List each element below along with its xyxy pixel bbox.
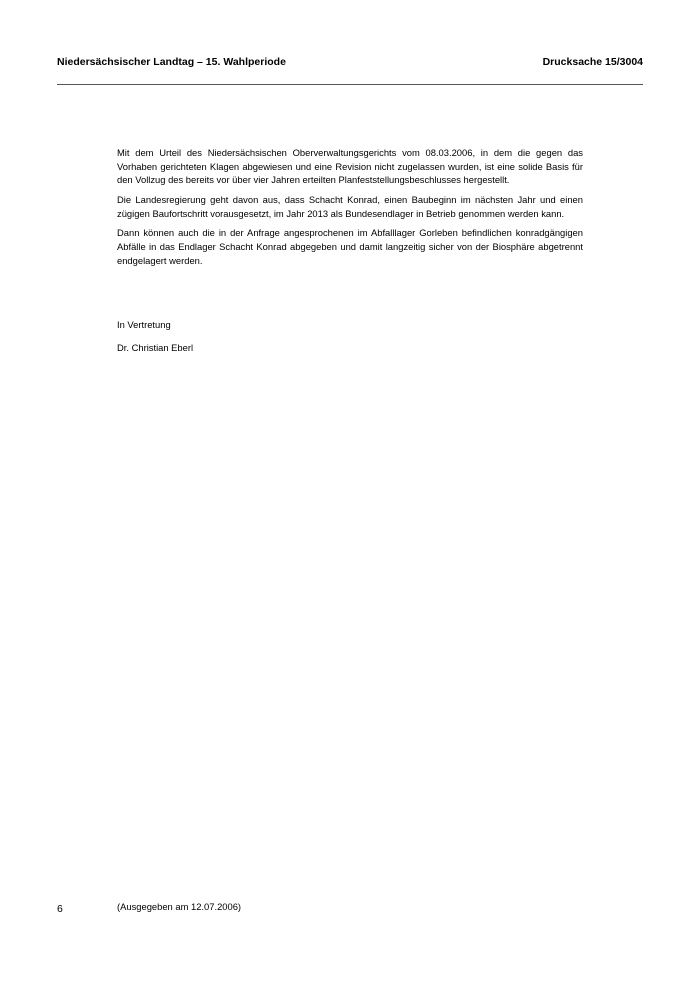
- signature-name: Dr. Christian Eberl: [117, 341, 194, 353]
- signature-block: [117, 318, 193, 354]
- header-document-number: Drucksache 15/3004: [542, 56, 643, 68]
- body-paragraph-2: Die Landesregierung geht davon aus, dass Schacht Konrad, einen Baubeginn im nächsten Jahr und einen zügigen Baufortschritt vorausgesetzt, im Jahr 2013 als Bundesendlager in Betrieb genommen werden kann.: [117, 193, 583, 219]
- page-header: [57, 56, 643, 72]
- body-paragraph-3: Dann können auch die in der Anfrage angesprochenen im Abfalllager Gorleben befindlichen konradgängigen Abfälle in das Endlager Schacht Konrad abgegeben und damit langzeitig sicher von der Biosphäre abgetrennt endgelagert werden.: [117, 227, 583, 266]
- signature-representation: In Vertretung: [117, 319, 171, 330]
- body-paragraph-1: Mit dem Urteil des Niedersächsischen Oberverwaltungsgerichts vom 08.03.2006, in dem die gegen das Vorhaben gerichteten Klagen abgewiesen und eine Revision nicht zugelassen wurden, ist eine solide Basis für den Vollzug des bereits vor über vier Jahren erteilten Planfeststellungsbeschlusses hergestellt.: [117, 147, 583, 186]
- header-divider: [57, 84, 643, 85]
- page-number: 6: [57, 903, 63, 915]
- issue-date-note: (Ausgegeben am 12.07.2006): [117, 901, 242, 912]
- document-body: [117, 146, 583, 273]
- header-title: Niedersächsischer Landtag – 15. Wahlperiode: [57, 56, 286, 68]
